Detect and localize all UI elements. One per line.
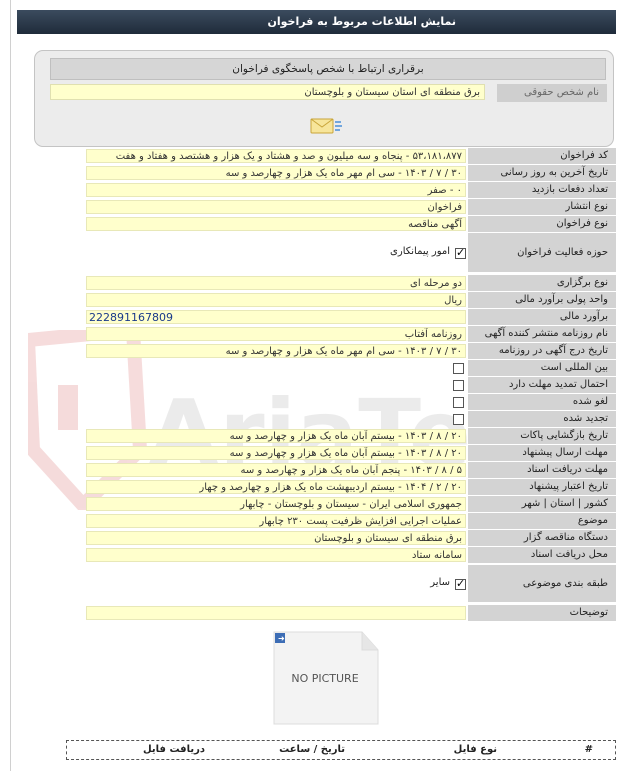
label-renewed: تجدید شده — [468, 411, 616, 428]
envelope-icon[interactable] — [309, 117, 343, 135]
files-col-type: نوع فایل — [453, 744, 497, 755]
value-visit-count: ۰ - صفر — [86, 183, 466, 197]
activity-option: امور پیمانکاری — [390, 246, 450, 257]
value-location: جمهوری اسلامی ایران - سیستان و بلوچستان - چابهار — [86, 497, 466, 511]
row-publish-type — [86, 199, 616, 216]
row-subject — [86, 513, 616, 530]
label-publish-type: نوع انتشار — [468, 199, 616, 216]
row-doc-place — [86, 547, 616, 564]
row-last-update — [86, 165, 616, 182]
row-renewed — [86, 411, 616, 428]
files-col-num: # — [584, 744, 593, 755]
label-location: کشور | استان | شهر — [468, 496, 616, 513]
value-validity-date: ۲۰ / ۲ / ۱۴۰۴ - بیستم اردیبهشت ماه یک هزار و چهارصد و چهار — [86, 480, 466, 494]
label-currency: واحد پولی برآورد مالی — [468, 292, 616, 309]
row-call-type — [86, 216, 616, 233]
value-subject: عملیات اجرایی افزایش ظرفیت پست ۲۳۰ چابهار — [86, 514, 466, 528]
row-doc-deadline — [86, 462, 616, 479]
row-opening-date — [86, 428, 616, 445]
value-opening-date: ۲۰ / ۸ / ۱۴۰۳ - بیستم آبان ماه یک هزار و چهارصد و سه — [86, 429, 466, 443]
value-notes — [86, 606, 466, 620]
row-visit-count — [86, 182, 616, 199]
label-opening-date: تاریخ بازگشایی پاکات — [468, 428, 616, 445]
contact-label: نام شخص حقوقی — [497, 84, 607, 102]
row-cancelled — [86, 394, 616, 411]
label-call-type: نوع فراخوان — [468, 216, 616, 233]
value-estimate: 222891167809 — [86, 310, 466, 324]
label-activity: حوزه فعالیت فراخوان — [468, 233, 616, 273]
label-holding-type: نوع برگزاری — [468, 275, 616, 292]
row-location — [86, 496, 616, 513]
files-table-header — [66, 740, 616, 760]
value-doc-place: سامانه ستاد — [86, 548, 466, 562]
value-newspaper: روزنامه آفتاب — [86, 327, 466, 341]
no-picture-text: NO PICTURE — [291, 672, 359, 685]
international-checkbox[interactable] — [453, 363, 464, 374]
files-col-date: تاریخ / ساعت — [279, 744, 345, 755]
row-currency — [86, 292, 616, 309]
contact-value: برق منطقه ای استان سیستان و بلوچستان — [50, 84, 485, 100]
row-code — [86, 148, 616, 165]
label-validity-date: تاریخ اعتبار پیشنهاد — [468, 479, 616, 496]
page-title: نمایش اطلاعات مربوط به فراخوان — [267, 15, 456, 28]
cancelled-checkbox[interactable] — [453, 397, 464, 408]
row-submit-deadline — [86, 445, 616, 462]
row-organizer — [86, 530, 616, 547]
row-validity-date — [86, 479, 616, 496]
category-option: سایر — [430, 577, 450, 588]
label-notes: توضیحات — [468, 605, 616, 622]
row-notes — [86, 605, 616, 622]
contact-title: برقراری ارتباط با شخص پاسخگوی فراخوان — [50, 58, 606, 80]
value-holding-type: دو مرحله ای — [86, 276, 466, 290]
row-newspaper — [86, 326, 616, 343]
label-newspaper-date: تاریخ درج آگهی در روزنامه — [468, 343, 616, 360]
label-doc-deadline: مهلت دریافت اسناد — [468, 462, 616, 479]
value-call-type: آگهی مناقصه — [86, 217, 466, 231]
row-international — [86, 360, 616, 377]
value-currency: ریال — [86, 293, 466, 307]
value-organizer: برق منطقه ای سیستان و بلوچستان — [86, 531, 466, 545]
value-publish-type: فراخوان — [86, 200, 466, 214]
renewed-checkbox[interactable] — [453, 414, 464, 425]
value-submit-deadline: ۲۰ / ۸ / ۱۴۰۳ - بیستم آبان ماه یک هزار و چهارصد و سه — [86, 446, 466, 460]
label-newspaper: نام روزنامه منتشر کننده آگهی — [468, 326, 616, 343]
label-organizer: دستگاه مناقصه گزار — [468, 530, 616, 547]
label-estimate: برآورد مالی — [468, 309, 616, 326]
label-subject: موضوع — [468, 513, 616, 530]
value-last-update: ۳۰ / ۷ / ۱۴۰۳ - سی ام مهر ماه یک هزار و چهارصد و سه — [86, 166, 466, 180]
value-doc-deadline: ۵ / ۸ / ۱۴۰۳ - پنجم آبان ماه یک هزار و چهارصد و سه — [86, 463, 466, 477]
category-checkbox[interactable] — [455, 579, 466, 590]
row-extension — [86, 377, 616, 394]
label-last-update: تاریخ آخرین به روز رسانی — [468, 165, 616, 182]
value-newspaper-date: ۳۰ / ۷ / ۱۴۰۳ - سی ام مهر ماه یک هزار و چهارصد و سه — [86, 344, 466, 358]
files-col-download: دریافت فایل — [143, 744, 205, 755]
label-doc-place: محل دریافت اسناد — [468, 547, 616, 564]
extension-checkbox[interactable] — [453, 380, 464, 391]
page-header — [17, 10, 616, 34]
row-newspaper-date — [86, 343, 616, 360]
row-category — [86, 565, 616, 603]
value-code: ۵۳،۱۸۱،۸۷۷ - پنجاه و سه میلیون و صد و هشتاد و یک هزار و هشتصد و هفتاد و هفت — [86, 149, 466, 163]
contact-panel — [34, 50, 614, 147]
label-international: بین المللی است — [468, 360, 616, 377]
activity-checkbox[interactable] — [455, 248, 466, 259]
label-category: طبقه بندی موضوعی — [468, 565, 616, 603]
svg-text:➜: ➜ — [278, 634, 285, 643]
label-visit-count: تعداد دفعات بازدید — [468, 182, 616, 199]
label-cancelled: لغو شده — [468, 394, 616, 411]
label-submit-deadline: مهلت ارسال پیشنهاد — [468, 445, 616, 462]
no-picture-image — [270, 628, 380, 726]
label-code: کد فراخوان — [468, 148, 616, 165]
row-activity — [86, 233, 616, 273]
row-estimate — [86, 309, 616, 326]
row-holding-type — [86, 275, 616, 292]
label-extension: احتمال تمدید مهلت دارد — [468, 377, 616, 394]
